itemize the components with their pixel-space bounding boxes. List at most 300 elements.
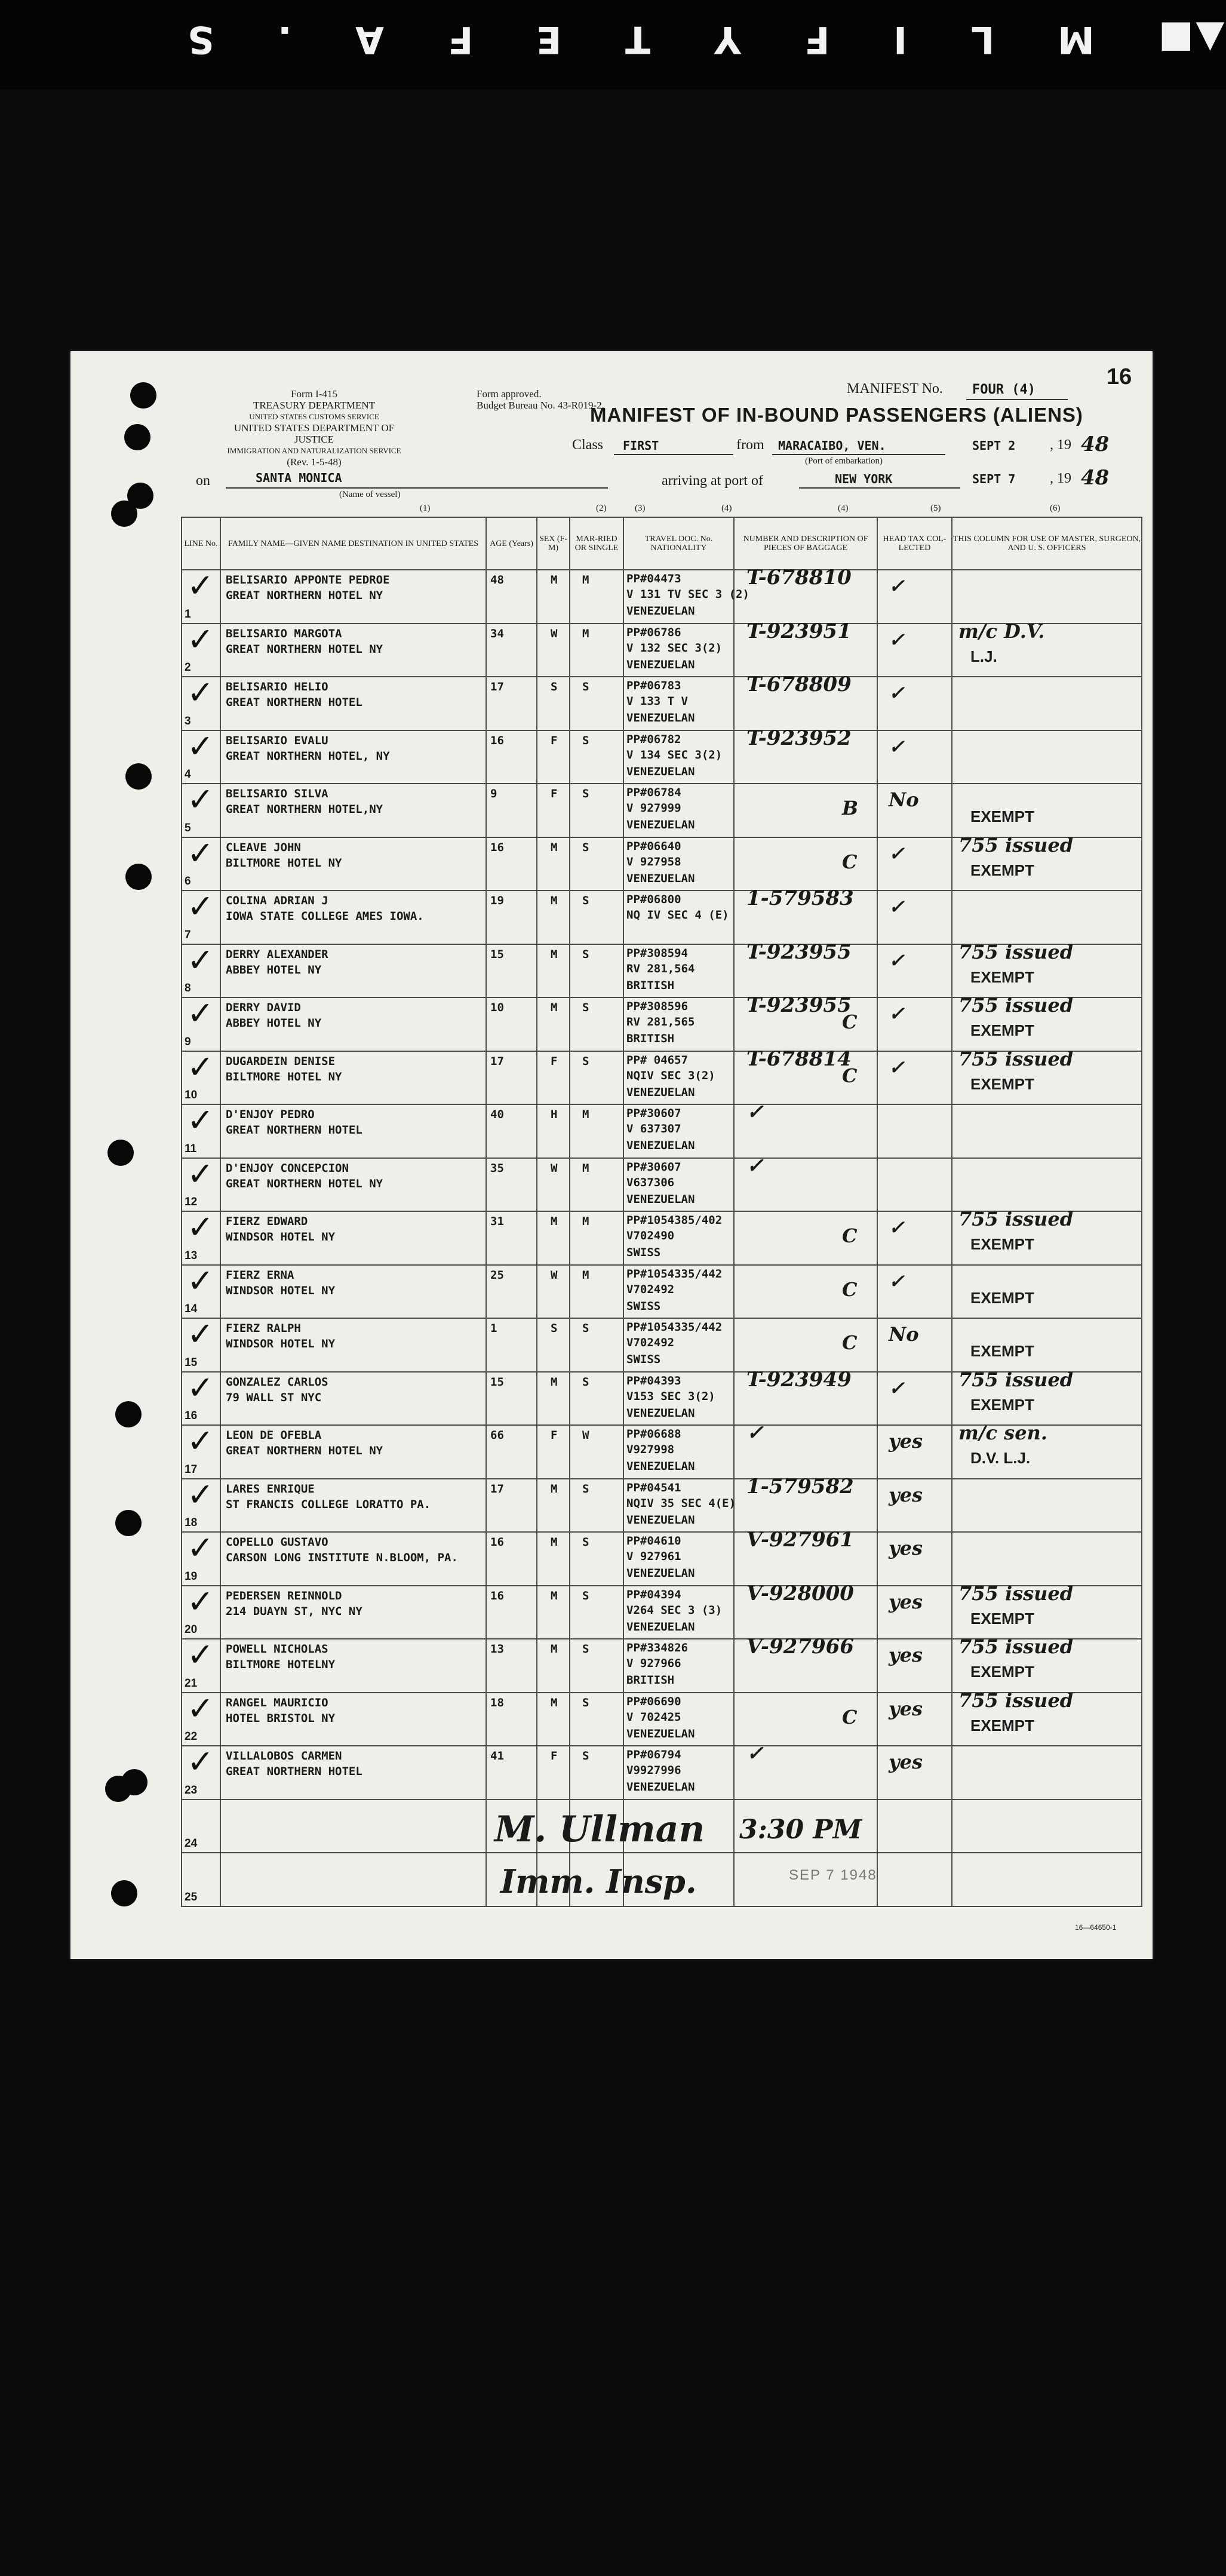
table-cell xyxy=(570,1746,623,1800)
table-cell xyxy=(182,1636,220,1693)
punch-hole xyxy=(130,382,156,409)
passenger-name: BELISARIO SILVA xyxy=(226,787,328,801)
arrival-year: 48 xyxy=(1081,466,1110,490)
table-cell xyxy=(182,1475,220,1533)
table-cell xyxy=(952,994,1142,1051)
passenger-name: LARES ENRIQUE xyxy=(226,1482,315,1496)
row-check-mark: ✓ xyxy=(187,1368,214,1407)
travel-doc-number: PP#06783 xyxy=(626,679,681,693)
table-cell xyxy=(537,891,570,944)
officer-note: 755 issued xyxy=(958,1047,1074,1070)
table-cell xyxy=(182,674,220,730)
passenger-age: 48 xyxy=(490,573,504,587)
page-number: 16 xyxy=(1107,364,1132,389)
row-check-mark: ✓ xyxy=(187,994,214,1033)
table-cell xyxy=(537,624,570,677)
row-line-number: 13 xyxy=(185,1249,198,1262)
head-tax-mark: yes xyxy=(889,1483,923,1506)
table-cell xyxy=(220,891,486,944)
passenger-sex: S xyxy=(551,680,558,694)
head-tax-mark: No xyxy=(889,788,919,812)
table-cell xyxy=(182,834,220,891)
col-number: (4) xyxy=(721,503,732,513)
table-cell xyxy=(182,1529,220,1586)
passenger-age: 16 xyxy=(490,840,504,854)
film-letter: S xyxy=(185,18,214,62)
table-cell xyxy=(220,1693,486,1746)
table-cell xyxy=(570,1693,623,1746)
baggage-tag: T-923955 xyxy=(746,939,852,964)
table-cell xyxy=(952,891,1142,944)
passenger-age: 13 xyxy=(490,1642,504,1656)
baggage-tag: V-927961 xyxy=(746,1528,854,1552)
head-tax-mark: yes xyxy=(889,1590,923,1613)
passenger-name: DERRY DAVID xyxy=(226,1001,301,1015)
passenger-age: 16 xyxy=(490,1536,504,1549)
table-cell xyxy=(486,1639,537,1693)
baggage-code: C xyxy=(842,1705,858,1728)
table-cell xyxy=(734,566,877,624)
table-cell xyxy=(877,837,952,891)
nationality: BRITISH xyxy=(626,1032,675,1046)
departure-year: 48 xyxy=(1081,432,1110,456)
passenger-sex: M xyxy=(551,1215,558,1229)
table-cell xyxy=(486,784,537,837)
row-line-number: 17 xyxy=(185,1463,198,1476)
table-cell xyxy=(486,1318,537,1372)
from-label: from xyxy=(736,437,764,453)
table-cell xyxy=(623,1265,734,1319)
table-cell xyxy=(952,730,1142,784)
nationality: VENEZUELAN xyxy=(626,871,695,885)
table-cell xyxy=(623,1051,734,1105)
row-check-mark: ✓ xyxy=(187,727,214,765)
passenger-name: PEDERSEN REINNOLD xyxy=(226,1589,342,1602)
row-check-mark: ✓ xyxy=(187,1475,214,1513)
nationality: VENEZUELAN xyxy=(626,818,695,832)
head-tax-mark: ✓ xyxy=(889,735,905,758)
baggage-tag: 1-579582 xyxy=(746,1474,854,1499)
table-cell xyxy=(537,1051,570,1105)
class-label: Class xyxy=(572,437,604,453)
table-cell xyxy=(623,1746,734,1800)
nationality: VENEZUELAN xyxy=(626,711,695,725)
passenger-age: 40 xyxy=(490,1108,504,1122)
officer-exempt: L.J. xyxy=(970,647,997,665)
passenger-age: 15 xyxy=(490,947,504,961)
visa-number: V927998 xyxy=(626,1443,675,1457)
passenger-sex: F xyxy=(551,1749,558,1763)
table-cell xyxy=(220,1318,486,1372)
table-cell xyxy=(182,1689,220,1746)
travel-doc-number: PP#04393 xyxy=(626,1374,681,1387)
table-row xyxy=(182,1746,1142,1800)
table-cell xyxy=(877,1372,952,1426)
officer-exempt: D.V. L.J. xyxy=(970,1449,1031,1467)
header-head-tax: HEAD TAX COL-LECTED xyxy=(877,517,952,570)
passenger-marital-status: M xyxy=(582,573,589,587)
officer-note: 755 issued xyxy=(958,833,1074,856)
officer-exempt: EXEMPT xyxy=(970,1395,1034,1414)
passenger-marital-status: S xyxy=(582,1749,589,1763)
passenger-sex: F xyxy=(551,1429,558,1442)
row-check-mark: ✓ xyxy=(187,1155,214,1193)
table-cell xyxy=(486,624,537,677)
passenger-marital-status: M xyxy=(582,1108,589,1122)
table-cell xyxy=(537,1746,570,1800)
travel-doc-number: PP#30607 xyxy=(626,1160,681,1174)
baggage-tag: ✓ xyxy=(746,1742,764,1766)
manifest-sheet xyxy=(70,351,1153,1959)
table-row xyxy=(182,1158,1142,1212)
form-approval xyxy=(477,388,604,411)
table-cell xyxy=(570,1051,623,1105)
signature-title: Imm. Insp. xyxy=(500,1862,697,1900)
justice-dept: UNITED STATES DEPARTMENT OF JUSTICE xyxy=(233,422,395,445)
passenger-name: D'ENJOY CONCEPCION xyxy=(226,1161,349,1175)
underline xyxy=(799,487,960,489)
table-cell xyxy=(486,997,537,1051)
table-cell xyxy=(220,1746,486,1800)
nationality: SWISS xyxy=(626,1246,661,1260)
passenger-marital-status: S xyxy=(582,1482,589,1496)
nationality: VENEZUELAN xyxy=(626,1406,695,1420)
passenger-marital-status: M xyxy=(582,1215,589,1229)
baggage-code: B xyxy=(842,797,859,820)
table-cell xyxy=(220,997,486,1051)
table-cell xyxy=(220,677,486,730)
nationality: VENEZUELAN xyxy=(626,1085,695,1099)
head-tax-mark: ✓ xyxy=(889,1376,905,1399)
passenger-age: 17 xyxy=(490,1054,504,1068)
table-cell xyxy=(570,1265,623,1319)
officer-note: 755 issued xyxy=(958,1688,1074,1712)
visa-number: V 131 TV SEC 3 (2) xyxy=(626,588,749,601)
passenger-marital-status: S xyxy=(582,1696,589,1709)
table-cell xyxy=(220,1104,486,1158)
nationality: BRITISH xyxy=(626,1674,675,1687)
table-cell xyxy=(182,620,220,677)
passenger-marital-status: S xyxy=(582,1001,589,1015)
table-cell xyxy=(952,1047,1142,1105)
head-tax-mark: ✓ xyxy=(889,681,905,705)
row-line-number: 21 xyxy=(185,1677,198,1690)
table-cell xyxy=(570,997,623,1051)
travel-doc-number: PP#06784 xyxy=(626,786,681,800)
passenger-destination: WINDSOR HOTEL NY xyxy=(226,1230,336,1244)
arrival-date: SEPT 7 xyxy=(972,472,1016,486)
passenger-table xyxy=(181,517,1142,1907)
head-tax-mark: yes xyxy=(889,1751,923,1774)
passenger-sex: F xyxy=(551,787,558,801)
passenger-destination: GREAT NORTHERN HOTEL xyxy=(226,1123,362,1137)
table-cell xyxy=(734,886,877,944)
film-letter: I xyxy=(890,18,908,62)
table-cell xyxy=(734,1318,877,1372)
nationality: VENEZUELAN xyxy=(626,604,695,618)
table-cell xyxy=(877,1318,952,1372)
table-cell xyxy=(877,1532,952,1586)
row-line-number: 20 xyxy=(185,1623,198,1637)
punch-hole xyxy=(115,1510,142,1536)
year-prefix: , 19 xyxy=(1050,437,1071,453)
table-cell xyxy=(220,1372,486,1426)
nationality: VENEZUELAN xyxy=(626,1513,695,1527)
officer-note: m/c sen. xyxy=(958,1421,1047,1445)
table-cell xyxy=(182,567,220,624)
header-line: LINE No. xyxy=(182,517,220,570)
row-line-number: 16 xyxy=(185,1410,198,1423)
table-cell xyxy=(220,1479,486,1533)
table-cell xyxy=(220,1800,486,1853)
passenger-destination: ABBEY HOTEL NY xyxy=(226,963,322,977)
nationality: VENEZUELAN xyxy=(626,764,695,778)
passenger-marital-status: S xyxy=(582,1054,589,1068)
passenger-marital-status: W xyxy=(582,1429,589,1442)
customs-service: UNITED STATES CUSTOMS SERVICE xyxy=(249,412,379,421)
travel-doc-number: PP#04610 xyxy=(626,1534,681,1548)
row-check-mark: ✓ xyxy=(187,1689,214,1727)
passenger-destination: WINDSOR HOTEL NY xyxy=(226,1337,336,1351)
passenger-destination: 214 DUAYN ST, NYC NY xyxy=(226,1604,362,1618)
baggage-tag: 1-579583 xyxy=(746,886,854,911)
table-cell xyxy=(952,1265,1142,1319)
travel-doc-number: PP#30607 xyxy=(626,1107,681,1120)
table-row xyxy=(182,1479,1142,1533)
table-cell xyxy=(486,570,537,624)
table-cell xyxy=(734,1211,877,1265)
passenger-age: 66 xyxy=(490,1429,504,1442)
punch-hole xyxy=(124,424,150,450)
table-cell xyxy=(952,1582,1142,1639)
table-cell xyxy=(537,1318,570,1372)
table-cell xyxy=(877,1693,952,1746)
passenger-destination: GREAT NORTHERN HOTEL NY xyxy=(226,1177,383,1190)
passenger-destination: GREAT NORTHERN HOTEL, NY xyxy=(226,749,390,763)
travel-doc-number: PP#06688 xyxy=(626,1427,681,1441)
table-cell xyxy=(734,1367,877,1426)
table-cell xyxy=(623,997,734,1051)
table-cell xyxy=(623,1479,734,1533)
table-cell xyxy=(877,1104,952,1158)
passenger-marital-status: S xyxy=(582,947,589,961)
passenger-name: BELISARIO MARGOTA xyxy=(226,627,342,640)
table-cell xyxy=(952,1421,1142,1479)
port-embark-caption: (Port of embarkation) xyxy=(805,456,883,466)
table-row xyxy=(182,837,1142,891)
officer-note: 755 issued xyxy=(958,1635,1074,1659)
table-cell xyxy=(734,784,877,837)
passenger-age: 18 xyxy=(490,1696,504,1709)
officer-exempt: EXEMPT xyxy=(970,808,1034,826)
table-row xyxy=(182,944,1142,998)
table-cell xyxy=(952,677,1142,730)
passenger-destination: BILTMORE HOTELNY xyxy=(226,1658,336,1672)
table-cell xyxy=(182,1368,220,1426)
row-check-mark: ✓ xyxy=(187,1422,214,1460)
passenger-name: BELISARIO EVALU xyxy=(226,733,328,747)
officer-exempt: EXEMPT xyxy=(970,1235,1034,1254)
table-cell xyxy=(537,1425,570,1479)
passenger-sex: M xyxy=(551,1536,558,1549)
table-cell xyxy=(486,1104,537,1158)
row-check-mark: ✓ xyxy=(187,941,214,979)
passenger-destination: GREAT NORTHERN HOTEL xyxy=(226,696,362,710)
punch-hole xyxy=(125,864,152,890)
row-line-number: 6 xyxy=(185,875,191,888)
head-tax-mark: yes xyxy=(889,1697,923,1720)
head-tax-mark: yes xyxy=(889,1537,923,1560)
passenger-name: VILLALOBOS CARMEN xyxy=(226,1749,342,1763)
passenger-name: COLINA ADRIAN J xyxy=(226,894,328,908)
punch-hole xyxy=(125,763,152,790)
table-cell xyxy=(486,1211,537,1265)
row-check-mark: ✓ xyxy=(187,620,214,658)
table-cell xyxy=(623,944,734,998)
table-cell xyxy=(220,1586,486,1639)
passenger-name: DERRY ALEXANDER xyxy=(226,947,328,961)
row-check-mark: ✓ xyxy=(187,1315,214,1353)
visa-number: V 637307 xyxy=(626,1122,681,1136)
table-cell xyxy=(952,833,1142,891)
table-row xyxy=(182,730,1142,784)
table-cell xyxy=(220,1853,486,1906)
budget-bureau: Budget Bureau No. 43-R019-2. xyxy=(477,400,604,411)
table-cell xyxy=(734,1742,877,1800)
table-cell xyxy=(486,1051,537,1105)
row-line-number: 22 xyxy=(185,1730,198,1743)
signature-time: 3:30 PM xyxy=(739,1814,862,1845)
table-cell xyxy=(220,1211,486,1265)
head-tax-mark: ✓ xyxy=(889,1269,905,1292)
punch-hole xyxy=(111,1880,137,1906)
table-cell xyxy=(486,1425,537,1479)
col-number: (1) xyxy=(420,503,431,513)
arriving-label: arriving at port of xyxy=(662,473,763,489)
travel-doc-number: PP#308594 xyxy=(626,946,688,960)
table-cell xyxy=(623,1372,734,1426)
row-line-number: 1 xyxy=(185,607,191,621)
table-cell xyxy=(537,944,570,998)
header-baggage: NUMBER AND DESCRIPTION OF PIECES OF BAGGAGE xyxy=(734,517,877,570)
table-cell xyxy=(570,1532,623,1586)
table-cell xyxy=(952,1746,1142,1800)
passenger-name: DUGARDEIN DENISE xyxy=(226,1054,336,1068)
header-officer-use: THIS COLUMN FOR USE OF MASTER, SURGEON, AND U. S. OFFICERS xyxy=(952,517,1142,570)
table-cell xyxy=(734,939,877,998)
table-cell xyxy=(952,1368,1142,1426)
treasury-dept: TREASURY DEPARTMENT xyxy=(253,400,376,411)
officer-exempt: EXEMPT xyxy=(970,1609,1034,1628)
baggage-tag: T-678814 xyxy=(746,1046,852,1071)
table-cell xyxy=(486,1746,537,1800)
table-cell xyxy=(623,1639,734,1693)
table-cell xyxy=(734,1474,877,1533)
table-cell xyxy=(182,727,220,784)
table-row xyxy=(182,997,1142,1051)
passenger-name: FIERZ RALPH xyxy=(226,1322,301,1335)
table-cell xyxy=(734,993,877,1051)
table-cell xyxy=(877,1265,952,1319)
passenger-destination: GREAT NORTHERN HOTEL NY xyxy=(226,589,383,602)
table-cell xyxy=(537,1586,570,1639)
officer-exempt: EXEMPT xyxy=(970,968,1034,986)
row-check-mark: ✓ xyxy=(187,1208,214,1246)
col-number: (2) xyxy=(596,503,607,513)
ins-service: IMMIGRATION AND NATURALIZATION SERVICE xyxy=(227,446,401,455)
col-number: (6) xyxy=(1050,503,1061,513)
from-value: MARACAIBO, VEN. xyxy=(778,438,886,453)
passenger-name: BELISARIO APPONTE PEDROE xyxy=(226,573,390,587)
table-cell xyxy=(182,1315,220,1372)
table-cell xyxy=(570,730,623,784)
officer-note: 755 issued xyxy=(958,994,1074,1017)
row-check-mark: ✓ xyxy=(187,1582,214,1620)
table-cell xyxy=(734,1421,877,1479)
table-cell xyxy=(486,730,537,784)
row-line-number: 5 xyxy=(185,821,191,834)
visa-number: V702492 xyxy=(626,1336,675,1350)
officer-note: 755 issued xyxy=(958,940,1074,963)
passenger-destination: GREAT NORTHERN HOTEL xyxy=(226,1765,362,1779)
passenger-sex: W xyxy=(551,1268,558,1282)
row-line-number: 25 xyxy=(185,1891,198,1903)
table-cell xyxy=(877,1425,952,1479)
underline xyxy=(226,487,608,489)
film-edge-text xyxy=(185,18,1224,62)
table-cell xyxy=(623,730,734,784)
table-cell xyxy=(952,619,1142,677)
col-number: (4) xyxy=(838,503,849,513)
table-cell xyxy=(952,1479,1142,1533)
head-tax-mark: ✓ xyxy=(889,948,905,972)
passenger-sex: M xyxy=(551,894,558,908)
table-cell xyxy=(570,1372,623,1426)
on-label: on xyxy=(196,473,210,489)
table-cell xyxy=(537,837,570,891)
travel-doc-number: PP#04541 xyxy=(626,1481,681,1494)
table-cell xyxy=(734,1693,877,1746)
passenger-name: GONZALEZ CARLOS xyxy=(226,1375,328,1389)
table-cell xyxy=(220,784,486,837)
table-cell xyxy=(182,1582,220,1639)
table-cell xyxy=(623,891,734,944)
table-cell xyxy=(537,784,570,837)
passenger-sex: S xyxy=(551,1322,558,1335)
table-cell xyxy=(877,784,952,837)
table-cell xyxy=(182,1743,220,1800)
table-cell xyxy=(570,677,623,730)
passenger-age: 16 xyxy=(490,1589,504,1602)
visa-number: V 927958 xyxy=(626,855,681,868)
punch-hole xyxy=(115,1401,142,1427)
manifest-no-label: MANIFEST No. xyxy=(847,381,943,397)
passenger-age: 17 xyxy=(490,1482,504,1496)
head-tax-mark: yes xyxy=(889,1430,923,1453)
row-line-number: 9 xyxy=(185,1035,191,1048)
passenger-sex: M xyxy=(551,1375,558,1389)
travel-doc-number: PP#06786 xyxy=(626,625,681,639)
table-cell xyxy=(952,1688,1142,1746)
visa-number: V153 SEC 3(2) xyxy=(626,1389,715,1403)
baggage-code: C xyxy=(842,1331,858,1355)
table-cell xyxy=(182,994,220,1051)
head-tax-mark: No xyxy=(889,1323,919,1346)
table-cell xyxy=(734,726,877,784)
travel-doc-number: PP#06690 xyxy=(626,1694,681,1708)
nationality: VENEZUELAN xyxy=(626,658,695,671)
table-cell xyxy=(877,624,952,677)
